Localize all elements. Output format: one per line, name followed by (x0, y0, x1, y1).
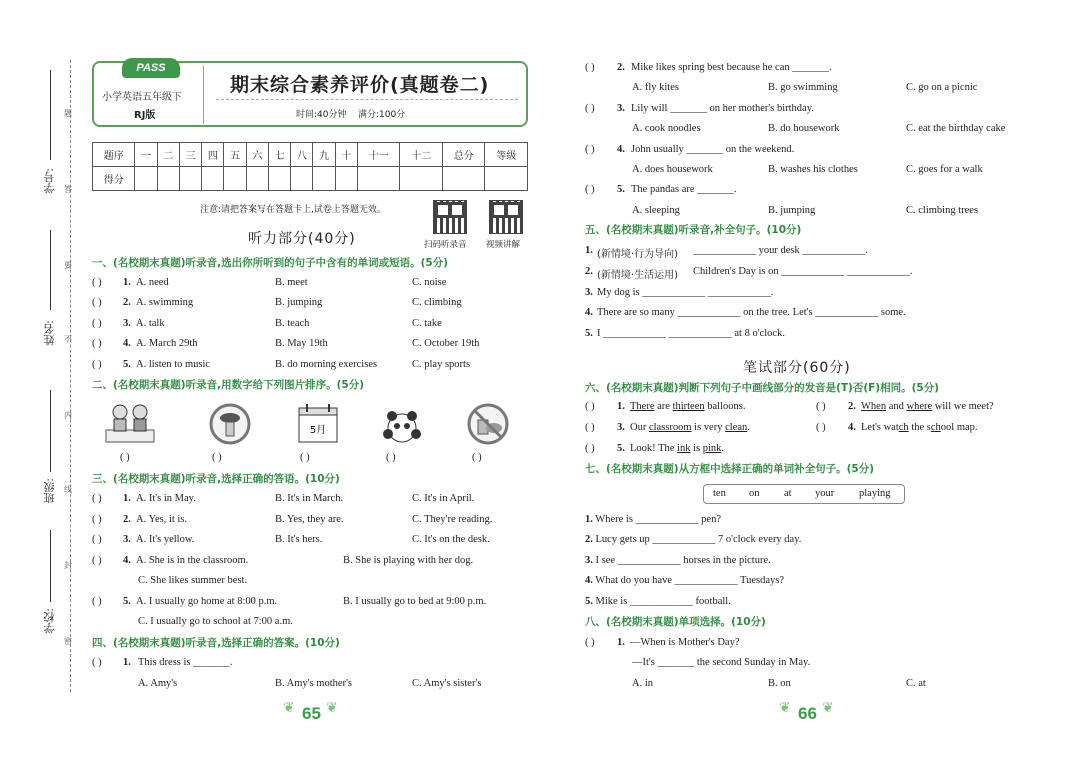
calendar-month: 5月 (309, 425, 327, 436)
edition-label: RJ版 (134, 110, 156, 121)
q3-number: 5. (123, 596, 131, 607)
class-line (50, 390, 51, 472)
q1-item-paren[interactable]: ( ) (92, 297, 102, 308)
q4-option-b[interactable]: B. Amy's mother's (275, 678, 352, 689)
name-label: 姓名: (43, 320, 56, 346)
score-cell[interactable] (313, 167, 335, 191)
score-cell[interactable] (179, 167, 201, 191)
q1-item-paren[interactable]: ( ) (92, 318, 102, 329)
q4-paren[interactable]: ( ) (585, 103, 595, 114)
q6-fragment: balloons. (704, 401, 746, 412)
q6-fragment: and (886, 401, 907, 412)
q3-paren[interactable]: ( ) (92, 514, 102, 525)
score-col: 四 (202, 143, 224, 167)
q6-paren[interactable]: ( ) (585, 443, 595, 454)
q3-option-c[interactable]: C. I usually go to school at 7:00 a.m. (138, 616, 293, 627)
score-head-label: 题序 (93, 143, 135, 167)
q3-option-c[interactable]: C. She likes summer best. (138, 575, 248, 586)
q1-item-option-c[interactable]: C. October 19th (412, 338, 480, 349)
score-cell[interactable] (224, 167, 246, 191)
score-cell[interactable] (135, 167, 157, 191)
q3-option-c[interactable]: C. It's in April. (412, 493, 475, 504)
q6-fragment: are (654, 401, 673, 412)
score-col: 七 (268, 143, 290, 167)
score-col: 三 (179, 143, 201, 167)
pass-logo: PASS (122, 58, 180, 78)
header-divider (203, 66, 204, 124)
q8-question-line-1: —When is Mother's Day? (630, 637, 740, 648)
q4-option-b[interactable]: B. do housework (768, 123, 840, 134)
cut-line (70, 60, 71, 692)
q3-option-b[interactable]: B. She is playing with her dog. (343, 555, 474, 566)
q4-option-b[interactable]: B. washes his clothes (768, 164, 858, 175)
score-cell[interactable] (442, 167, 484, 191)
q6-paren[interactable]: ( ) (585, 401, 595, 412)
score-cell[interactable] (357, 167, 399, 191)
score-cell[interactable] (291, 167, 313, 191)
q4-paren[interactable]: ( ) (585, 184, 595, 195)
q1-item-number: 3. (123, 318, 131, 329)
q4-number: 5. (617, 184, 625, 195)
q8-option-b[interactable]: B. on (768, 678, 791, 689)
q4-option-c[interactable]: C. eat the birthday cake (906, 123, 1006, 134)
cut-mark: 答 (64, 185, 72, 194)
score-cell[interactable] (157, 167, 179, 191)
q4-question: John usually _______ on the weekend. (631, 144, 795, 155)
q3-option-b[interactable]: B. I usually go to bed at 9:00 p.m. (343, 596, 487, 607)
q6-sentence (630, 443, 724, 454)
q1-item-number: 2. (123, 297, 131, 308)
q5-number: 5. (585, 328, 593, 339)
q5-sentence[interactable]: I ____________ ____________ at 8 o'clock. (597, 328, 785, 339)
q5-sentence[interactable]: My dog is ____________ ____________. (597, 287, 774, 298)
section-6-title: 六、(名校期末真题)判断下列句子中画线部分的发音是(T)否(F)相同。(5分) (585, 382, 940, 394)
q4-option-c[interactable]: C. goes for a walk (906, 164, 983, 175)
q4-option-c[interactable]: C. climbing trees (906, 205, 979, 216)
q1-item-option-c[interactable]: C. noise (412, 277, 447, 288)
q8-question-line-2: —It's _______ the second Sunday in May. (632, 657, 811, 668)
q4-option-a[interactable]: A. cook noodles (632, 123, 701, 134)
q1-item-paren[interactable]: ( ) (92, 277, 102, 288)
q6-fragment: . (747, 422, 750, 433)
q8-option-a[interactable]: A. in (632, 678, 653, 689)
q3-option-b[interactable]: B. It's in March. (275, 493, 344, 504)
q4-question: This dress is _______. (138, 657, 233, 668)
q1-item-option-a[interactable]: A. March 29th (136, 338, 198, 349)
q1-item-option-c[interactable]: C. climbing (412, 297, 462, 308)
q6-fragment: When (861, 401, 887, 412)
score-col: 八 (291, 143, 313, 167)
leaf-icon: ❦ (822, 701, 834, 716)
qr-label-video: 视频讲解 (486, 240, 521, 250)
title-rule (216, 99, 518, 100)
q6-fragment: clean (725, 422, 748, 433)
word-option: playing (859, 488, 891, 499)
kids-playing-picture (104, 402, 156, 446)
student-id-line (50, 70, 51, 160)
score-col: 十一 (357, 143, 399, 167)
score-cell[interactable] (485, 167, 528, 191)
q1-item-option-b[interactable]: B. May 19th (275, 338, 328, 349)
q6-fragment: is (690, 443, 703, 454)
q4-option-b[interactable]: B. go swimming (768, 82, 838, 93)
q4-paren[interactable]: ( ) (585, 62, 595, 73)
q6-fragment: is very (691, 422, 726, 433)
q6-fragment: ch (898, 422, 909, 433)
q3-number: 1. (123, 493, 131, 504)
no-junk-food-sign-picture (466, 402, 510, 446)
q3-option-a[interactable]: A. I usually go home at 8:00 p.m. (136, 596, 278, 607)
q4-option-a[interactable]: A. does housework (632, 164, 713, 175)
page-number-right: 66 (798, 704, 817, 723)
q6-fragment: classroom (648, 422, 692, 433)
section-7-title: 七、(名校期末真题)从方框中选择正确的单词补全句子。(5分) (585, 463, 875, 475)
q4-option-a[interactable]: A. Amy's (138, 678, 178, 689)
panda-picture (380, 402, 424, 446)
q4-question: Lily will _______ on her mother's birthday. (631, 103, 814, 114)
pic-answer-2[interactable]: ( ) (212, 452, 222, 463)
q3-option-a[interactable]: A. Yes, it is. (136, 514, 188, 525)
q6-number: 1. (617, 401, 625, 412)
section-5-title: 五、(名校期末真题)听录音,补全句子。(10分) (585, 224, 802, 236)
q4-option-a[interactable]: A. fly kites (632, 82, 679, 93)
q6-number: 3. (617, 422, 625, 433)
q3-number: 2. (123, 514, 131, 525)
listening-part-title: 听力部分(40分) (248, 231, 356, 247)
q6-sentence (630, 422, 750, 433)
score-cell[interactable] (400, 167, 442, 191)
q5-number: 3. (585, 287, 593, 298)
word-option: your (815, 488, 835, 499)
q3-number: 3. (123, 534, 131, 545)
q5-number: 2. (585, 266, 593, 277)
q6-number: 4. (848, 422, 856, 433)
q1-item-number: 1. (123, 277, 131, 288)
q1-item-option-a[interactable]: A. need (136, 277, 169, 288)
q5-tag: (新情境·生活运用) (597, 270, 678, 281)
notice: 注意:请把答案写在答题卡上,试卷上答题无效。 (200, 205, 386, 215)
q5-sentence[interactable]: There are so many ____________ on the tree. Let's ____________ some. (597, 307, 906, 318)
q1-item-option-c[interactable]: C. play sports (412, 359, 471, 370)
score-col: 五 (224, 143, 246, 167)
grade-label: 小学英语五年级下 (102, 92, 182, 103)
q6-fragment: There (630, 401, 655, 412)
q4-option-c[interactable]: C. Amy's sister's (412, 678, 482, 689)
word-option: at (784, 488, 792, 499)
word-option: on (749, 488, 760, 499)
score-cell[interactable] (268, 167, 290, 191)
time-info: 时间:40分钟 满分:100分 (296, 110, 406, 120)
q1-item-option-a[interactable]: A. swimming (136, 297, 194, 308)
pic-answer-5[interactable]: ( ) (472, 452, 482, 463)
q4-number: 3. (617, 103, 625, 114)
cut-mark: 要 (64, 261, 72, 270)
q3-option-c[interactable]: C. They're reading. (412, 514, 493, 525)
student-id-label: 学号: (43, 168, 56, 194)
pic-answer-4[interactable]: ( ) (386, 452, 396, 463)
qr-label-audio: 扫码听录音 (424, 240, 467, 250)
q4-number: 4. (617, 144, 625, 155)
score-col: 二 (157, 143, 179, 167)
score-cell[interactable] (246, 167, 268, 191)
cut-mark: 题 (64, 109, 72, 118)
q3-number: 4. (123, 555, 131, 566)
q6-paren[interactable]: ( ) (816, 422, 826, 433)
q6-fragment: pink (702, 443, 722, 454)
school-label: 学校: (43, 608, 56, 634)
q6-fragment: ool map. (940, 422, 978, 433)
school-line (50, 530, 51, 602)
q3-option-a[interactable]: A. She is in the classroom. (136, 555, 249, 566)
q1-item-option-b[interactable]: B. teach (275, 318, 310, 329)
q4-option-c[interactable]: C. go on a picnic (906, 82, 978, 93)
q6-number: 5. (617, 443, 625, 454)
q4-question: Mike likes spring best because he can _______. (631, 62, 832, 73)
q6-paren[interactable]: ( ) (585, 422, 595, 433)
score-cell[interactable] (202, 167, 224, 191)
q6-sentence (630, 401, 745, 412)
q8-paren[interactable]: ( ) (585, 637, 595, 648)
q6-number: 2. (848, 401, 856, 412)
score-col: 十二 (400, 143, 442, 167)
q4-number: 1. (123, 657, 131, 668)
q3-paren[interactable]: ( ) (92, 596, 102, 607)
q4-option-b[interactable]: B. jumping (768, 205, 816, 216)
q3-paren[interactable]: ( ) (92, 555, 102, 566)
cut-mark: 线 (64, 485, 72, 494)
page-title: 期末综合素养评价(真题卷二) (230, 74, 490, 96)
q3-option-a[interactable]: A. It's in May. (136, 493, 196, 504)
score-table (92, 142, 528, 191)
q6-fragment: ink (677, 443, 691, 454)
q6-paren[interactable]: ( ) (816, 401, 826, 412)
score-col: 总分 (442, 143, 484, 167)
q3-option-a[interactable]: A. It's yellow. (136, 534, 195, 545)
q6-fragment: Let's wat (861, 422, 899, 433)
q3-paren[interactable]: ( ) (92, 493, 102, 504)
q4-paren[interactable]: ( ) (92, 657, 102, 668)
word-option: ten (713, 488, 726, 499)
q6-sentence (861, 401, 994, 412)
q1-item-option-a[interactable]: A. listen to music (136, 359, 211, 370)
section-8-title: 八、(名校期末真题)单项选择。(10分) (585, 616, 766, 628)
q5-sentence[interactable]: Children's Day is on ____________ ____________. (693, 266, 913, 277)
q1-item-option-a[interactable]: A. talk (136, 318, 165, 329)
q5-number: 1. (585, 245, 593, 256)
pic-answer-3[interactable]: ( ) (300, 452, 310, 463)
q3-paren[interactable]: ( ) (92, 534, 102, 545)
q7-item[interactable]: 5. Mike is ____________ football. (585, 596, 731, 607)
section-1-title: 一、(名校期末真题)听录音,选出你所听到的句子中含有的单词或短语。(5分) (92, 257, 448, 269)
q1-item-paren[interactable]: ( ) (92, 359, 102, 370)
q6-fragment: the s (908, 422, 931, 433)
cut-mark: 密 (64, 637, 72, 646)
no-talking-sign-picture (208, 402, 252, 446)
q7-item[interactable]: 2. Lucy gets up ____________ 7 o'clock every day. (585, 534, 802, 545)
q1-item-paren[interactable]: ( ) (92, 338, 102, 349)
cut-mark: 封 (64, 561, 72, 570)
score-col: 十 (335, 143, 357, 167)
pic-answer-1[interactable]: ( ) (120, 452, 130, 463)
page-number-left: 65 (302, 704, 321, 723)
class-label: 班级: (43, 478, 56, 504)
q6-fragment: will we meet? (932, 401, 994, 412)
q3-option-b[interactable]: B. It's hers. (275, 534, 323, 545)
section-2-title: 二、(名校期末真题)听录音,用数字给下列图片排序。(5分) (92, 379, 364, 391)
q5-number: 4. (585, 307, 593, 318)
score-col: 等级 (485, 143, 528, 167)
q6-fragment: Look! The (630, 443, 678, 454)
q6-fragment: ch (930, 422, 941, 433)
q6-fragment: Our (630, 422, 649, 433)
q6-sentence (861, 422, 978, 433)
score-col: 九 (313, 143, 335, 167)
q4-question: The pandas are _______. (631, 184, 737, 195)
score-label: 得分 (93, 167, 135, 191)
leaf-icon: ❦ (779, 701, 791, 716)
leaf-icon: ❦ (283, 701, 295, 716)
q1-item-option-b[interactable]: B. meet (275, 277, 308, 288)
section-3-title: 三、(名校期末真题)听录音,选择正确的答语。(10分) (92, 473, 340, 485)
q5-sentence[interactable]: ____________ your desk ____________. (693, 245, 868, 256)
q4-number: 2. (617, 62, 625, 73)
cut-mark: 不 (64, 335, 72, 344)
leaf-icon: ❦ (326, 701, 338, 716)
qr-code-audio[interactable] (433, 200, 467, 234)
q3-option-c[interactable]: C. It's on the desk. (412, 534, 490, 545)
q6-fragment: thirteen (672, 401, 705, 412)
q1-item-option-c[interactable]: C. take (412, 318, 442, 329)
q6-fragment: . (721, 443, 725, 454)
q8-number: 1. (617, 637, 625, 648)
q5-tag: (新情境·行为导向) (597, 249, 678, 260)
q4-option-a[interactable]: A. sleeping (632, 205, 680, 216)
section-4-title: 四、(名校期末真题)听录音,选择正确的答案。(10分) (92, 637, 340, 649)
q3-option-b[interactable]: B. Yes, they are. (275, 514, 344, 525)
score-cell[interactable] (335, 167, 357, 191)
q6-fragment: where (906, 401, 933, 412)
q1-item-option-b[interactable]: B. jumping (275, 297, 323, 308)
score-col: 一 (135, 143, 157, 167)
qr-code-video[interactable] (489, 200, 523, 234)
q1-item-number: 5. (123, 359, 131, 370)
q8-option-c[interactable]: C. at (906, 678, 926, 689)
q7-item[interactable]: 1. Where is ____________ pen? (585, 514, 721, 525)
q7-item[interactable]: 3. I see ____________ horses in the picture. (585, 555, 771, 566)
calendar-picture (296, 402, 340, 446)
score-col: 六 (246, 143, 268, 167)
q1-item-number: 4. (123, 338, 131, 349)
writing-part-title: 笔试部分(60分) (743, 360, 851, 376)
q1-item-option-b[interactable]: B. do morning exercises (275, 359, 378, 370)
q7-item[interactable]: 4. What do you have ____________ Tuesdays? (585, 575, 785, 586)
cut-mark: 内 (64, 411, 72, 420)
q4-paren[interactable]: ( ) (585, 144, 595, 155)
name-line (50, 230, 51, 310)
